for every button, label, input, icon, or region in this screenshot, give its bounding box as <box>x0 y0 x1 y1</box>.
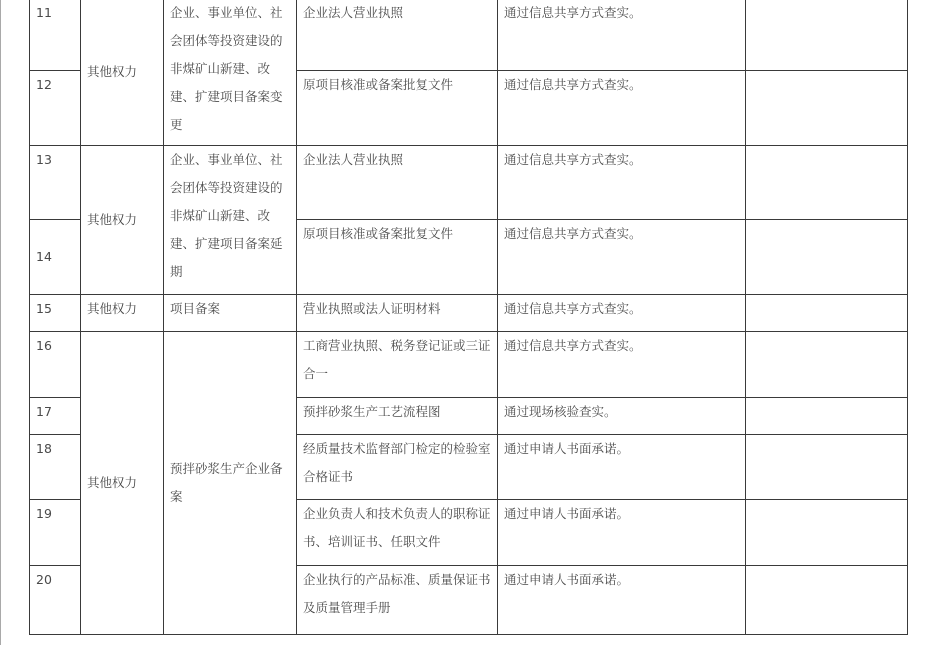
material-cell: 预拌砂浆生产工艺流程图 <box>297 398 498 435</box>
row-number: 13 <box>30 146 81 220</box>
remark-cell <box>746 566 908 635</box>
material-cell: 营业执照或法人证明材料 <box>297 295 498 332</box>
row-number: 19 <box>30 500 81 566</box>
row-number: 20 <box>30 566 81 635</box>
material-cell: 企业法人营业执照 <box>297 146 498 220</box>
remark-cell <box>746 500 908 566</box>
remark-cell <box>746 220 908 295</box>
verify-method-cell: 通过信息共享方式查实。 <box>498 71 746 146</box>
material-cell: 原项目核准或备案批复文件 <box>297 220 498 295</box>
item-name-cell: 企业、事业单位、社会团体等投资建设的非煤矿山新建、改建、扩建项目备案延期 <box>164 146 297 295</box>
table-row <box>30 295 908 332</box>
category-cell: 其他权力 <box>81 295 164 332</box>
remark-cell <box>746 435 908 500</box>
item-name-cell: 项目备案 <box>164 295 297 332</box>
row-number: 16 <box>30 332 81 398</box>
verify-method-cell: 通过现场核验查实。 <box>498 398 746 435</box>
page-left-border <box>0 0 1 645</box>
matter-table <box>29 0 908 635</box>
material-cell: 原项目核准或备案批复文件 <box>297 71 498 146</box>
item-name-cell: 企业、事业单位、社会团体等投资建设的非煤矿山新建、改建、扩建项目备案变更 <box>164 0 297 146</box>
row-number: 14 <box>30 220 81 295</box>
remark-cell <box>746 0 908 71</box>
material-cell: 企业法人营业执照 <box>297 0 498 71</box>
verify-method-cell: 通过信息共享方式查实。 <box>498 146 746 220</box>
material-cell: 企业负责人和技术负责人的职称证书、培训证书、任职文件 <box>297 500 498 566</box>
row-number: 15 <box>30 295 81 332</box>
remark-cell <box>746 398 908 435</box>
material-cell: 工商营业执照、税务登记证或三证合一 <box>297 332 498 398</box>
row-number: 18 <box>30 435 81 500</box>
verify-method-cell: 通过信息共享方式查实。 <box>498 0 746 71</box>
material-cell: 企业执行的产品标准、质量保证书及质量管理手册 <box>297 566 498 635</box>
verify-method-cell: 通过申请人书面承诺。 <box>498 435 746 500</box>
material-cell: 经质量技术监督部门检定的检验室合格证书 <box>297 435 498 500</box>
table-row <box>30 0 908 71</box>
category-cell: 其他权力 <box>81 146 164 295</box>
row-number: 12 <box>30 71 81 146</box>
verify-method-cell: 通过申请人书面承诺。 <box>498 500 746 566</box>
verify-method-cell: 通过申请人书面承诺。 <box>498 566 746 635</box>
verify-method-cell: 通过信息共享方式查实。 <box>498 295 746 332</box>
table-row <box>30 332 908 398</box>
row-number: 17 <box>30 398 81 435</box>
verify-method-cell: 通过信息共享方式查实。 <box>498 220 746 295</box>
remark-cell <box>746 71 908 146</box>
category-cell: 其他权力 <box>81 0 164 146</box>
table-row <box>30 146 908 220</box>
remark-cell <box>746 146 908 220</box>
item-name-cell: 预拌砂浆生产企业备案 <box>164 332 297 635</box>
category-cell: 其他权力 <box>81 332 164 635</box>
remark-cell <box>746 295 908 332</box>
row-number: 11 <box>30 0 81 71</box>
remark-cell <box>746 332 908 398</box>
verify-method-cell: 通过信息共享方式查实。 <box>498 332 746 398</box>
